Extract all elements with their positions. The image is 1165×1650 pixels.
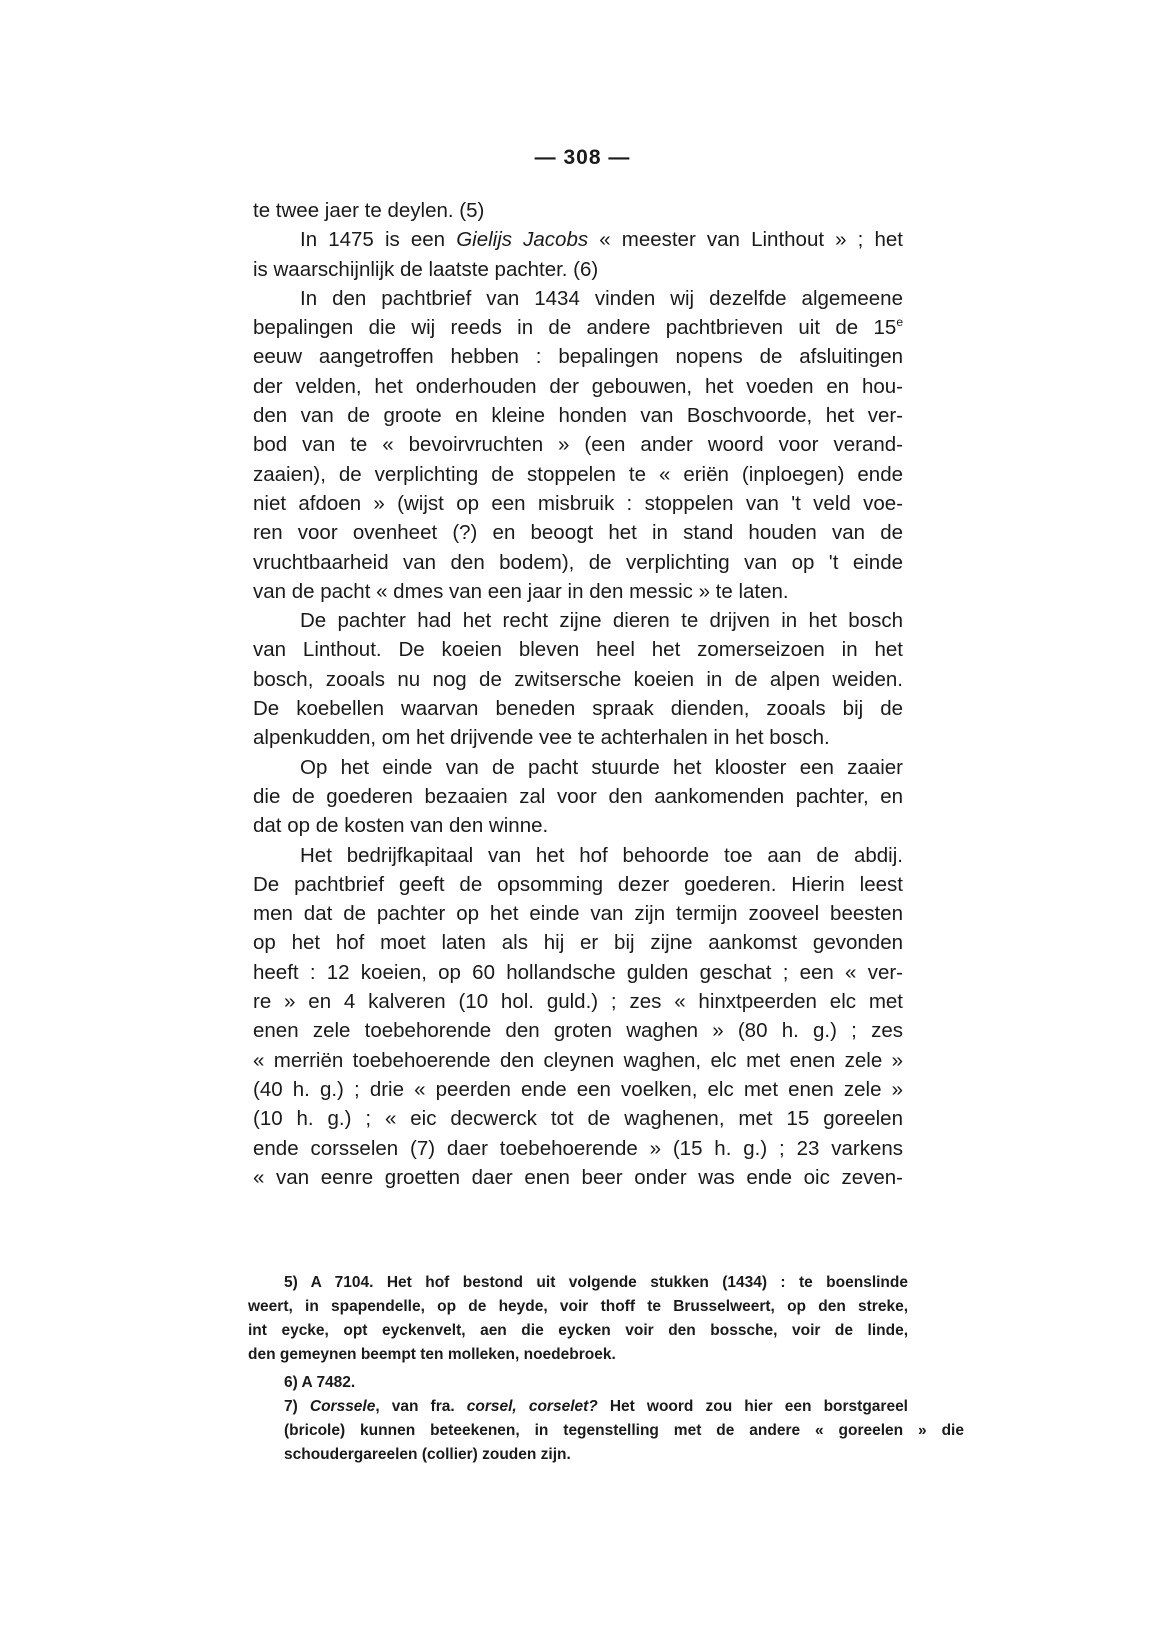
text-line: bod van te « bevoirvruchten » (een ander woord voor verand-	[253, 433, 903, 457]
text-line: zaaien), de verplichting de stoppelen te « eriën (inploegen) ende	[253, 462, 903, 486]
italic-term: Corssele	[309, 1398, 376, 1415]
text-line: den van de groote en kleine honden van Boschvoorde, het ver-	[253, 404, 903, 428]
text-line: Het bedrijfkapitaal van het hof behoorde toe aan de abdij.	[300, 843, 903, 867]
text-line: heeft : 12 koeien, op 60 hollandsche gulden geschat ; een « ver-	[253, 960, 903, 984]
text-line: men dat de pachter op het einde van zijn termijn zooveel beesten	[253, 902, 903, 926]
text-line: der velden, het onderhouden der gebouwen, het voeden en hou-	[253, 374, 903, 398]
italic-term: corsel, corselet?	[466, 1398, 598, 1415]
text-line: die de goederen bezaaien zal voor den aankomenden pachter, en	[253, 784, 903, 808]
footnote-line: int eycke, opt eyckenvelt, aen die eycken voir den bossche, voir de linde,	[248, 1322, 908, 1339]
footnote-line: 6) A 7482.	[284, 1374, 356, 1391]
text-line: In den pachtbrief van 1434 vinden wij dezelfde algemeene	[300, 286, 903, 310]
footnotes	[248, 1271, 964, 1467]
footnote-line: schoudergareelen (collier) zouden zijn.	[284, 1446, 571, 1463]
footnote-line: 7) Corssele, van fra. corsel, corselet? Het woord zou hier een borstgareel	[284, 1398, 908, 1415]
text-line: vruchtbaarheid van den bodem), de verplichting van op 't einde	[253, 550, 903, 574]
text-line: van de pacht « dmes van een jaar in den messic » te laten.	[253, 579, 789, 603]
text-line: De koebellen waarvan beneden spraak dienden, zooals bij de	[253, 697, 903, 721]
text-line: alpenkudden, om het drijvende vee te achterhalen in het bosch.	[253, 726, 830, 750]
body-text	[253, 196, 903, 1192]
text-line: « merriën toebehoerende den cleynen waghen, elc met enen zele »	[253, 1048, 903, 1072]
footnote-line: 5) A 7104. Het hof bestond uit volgende stukken (1434) : te boenslinde	[284, 1274, 908, 1291]
person-name: Gielijs Jacobs	[456, 228, 589, 252]
text-line: eeuw aangetroffen hebben : bepalingen nopens de afsluitingen	[253, 345, 903, 369]
text-line: van Linthout. De koeien bleven heel het zomerseizoen in het	[253, 638, 903, 662]
superscript: e	[896, 315, 903, 330]
text-line: Op het einde van de pacht stuurde het klooster een zaaier	[300, 755, 903, 779]
footnote-line: weert, in spapendelle, op de heyde, voir thoff te Brusselweert, op den streke,	[248, 1298, 908, 1315]
text-line: re » en 4 kalveren (10 hol. guld.) ; zes « hinxtpeerden elc met	[253, 990, 903, 1014]
text-line: bepalingen die wij reeds in de andere pachtbrieven uit de 15e	[253, 315, 903, 340]
text-line: dat op de kosten van den winne.	[253, 814, 549, 838]
text-line: niet afdoen » (wijst op een misbruik : stoppelen van 't veld voe-	[253, 491, 903, 515]
text-line: bosch, zooals nu nog de zwitsersche koeien in de alpen weiden.	[253, 667, 903, 691]
text-line: enen zele toebehorende den groten waghen » (80 h. g.) ; zes	[253, 1019, 903, 1043]
footnote-line: den gemeynen beempt ten molleken, noedebroek.	[248, 1346, 616, 1363]
text-line: De pachtbrief geeft de opsomming dezer goederen. Hierin leest	[253, 872, 903, 896]
text-line: ren voor ovenheet (?) en beoogt het in stand houden van de	[253, 521, 903, 545]
text-line: (40 h. g.) ; drie « peerden ende een voelken, elc met enen zele »	[253, 1077, 903, 1101]
text-line: De pachter had het recht zijne dieren te drijven in het bosch	[300, 609, 903, 633]
text-line: (10 h. g.) ; « eic decwerck tot de waghenen, met 15 goreelen	[253, 1107, 903, 1131]
text-line: is waarschijnlijk de laatste pachter. (6)	[253, 257, 599, 281]
page-number: — 308 —	[534, 146, 631, 169]
text-line: ende corsselen (7) daer toebehoerende » (15 h. g.) ; 23 varkens	[253, 1136, 903, 1160]
text-line: op het hof moet laten als hij er bij zijne aankomst gevonden	[253, 931, 903, 955]
text-line: In 1475 is een Gielijs Jacobs « meester van Linthout » ; het	[300, 228, 903, 252]
text-line: « van eenre groetten daer enen beer onder was ende oic zeven-	[253, 1165, 903, 1189]
text-line: te twee jaer te deylen. (5)	[253, 199, 485, 222]
footnote-line: (bricole) kunnen beteekenen, in tegenstelling met de andere « goreelen » die	[284, 1422, 964, 1439]
